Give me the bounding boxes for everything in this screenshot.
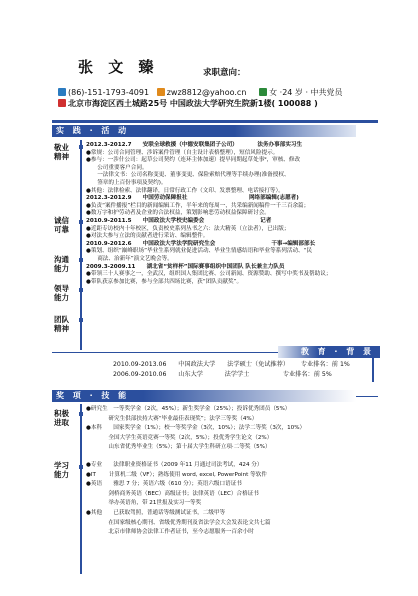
home-icon — [58, 99, 66, 107]
tag-communication: 沟通 能力 — [54, 255, 69, 273]
practice-line: ●对法大参与立法的贡献者进行采访、编辑整件。 — [86, 233, 209, 240]
awards-details — [86, 405, 305, 538]
awards-line: 北京市律师协会法律工作者证书，至今志愿服务一百余小时 — [86, 529, 254, 536]
awards-line: ●其他 已获取驾照，普通话等级测试证书，二级甲等 — [86, 509, 226, 516]
awards-line: 研究生供部扶持大赛“毕业最佳表现奖”；法学三等奖（4%） — [86, 415, 258, 422]
section-education-title: 教 育 · 背 景 — [278, 346, 380, 358]
practice-line: 2010.9-2012.6 中国政法大学法学院研究生会 干事→编辑部部长 — [86, 240, 316, 247]
timeline-marker — [79, 412, 83, 416]
address-text: 北京市海淀区西土城路25号 中国政法大学研究生院新1楼( 100088 ) — [68, 99, 318, 108]
practice-line: 公司重要客户合同。 — [86, 164, 148, 171]
section-awards-title: 奖 项 · 技 能 — [52, 390, 356, 402]
practice-line: 2012.3-2012.9 中国劳动保障报社 网络部编辑(志愿者) — [86, 195, 299, 202]
practice-line: ●数万字和护劳动者及企业的合法权益，策划影响恶劳动权益保障研讨会。 — [86, 210, 270, 217]
tag-dedication: 敬业 精神 — [54, 143, 69, 161]
timeline-marker — [79, 288, 83, 292]
practice-line: 签章的上百份事项及契约)。 — [86, 179, 167, 186]
timeline-marker — [79, 220, 83, 224]
phone-text: (86)-151-1793-4091 — [68, 88, 150, 97]
practice-line: 2009.3-2009.11 湖北省“贫样杯”国际赛事组织中国团队 队长兼主力队员 — [86, 263, 285, 270]
practice-line: 2012.3-2012.7 安联全球救援（中德安联集团子公司） 法务办事部实习生 — [86, 142, 303, 148]
practice-line: ●近距专访校内十年校区，负责校史系列丛书之六：法大精英（立法者），已出版； — [86, 225, 290, 232]
tag-leadership: 领导 能力 — [54, 284, 69, 302]
contact-line-1 — [58, 87, 343, 98]
awards-line: ●本科 国家奖学金（1%）；校一等奖学金（3次，10%）；法学二等奖（3次，10%） — [86, 425, 306, 432]
awards-line: 在国家级核心期刊、省级优秀期刊及省法学会大会发表论文共七篇 — [86, 519, 271, 526]
timeline-marker — [79, 258, 83, 262]
personal-text: 女 ·24 岁 · 中共党员 — [269, 88, 343, 97]
awards-line: ●研究生 一等奖学金（2次，45%）；新生奖学金（25%）；投诉优秀团员（5%） — [86, 406, 291, 412]
practice-line: 2010.9-2011.5 中国政法大学校史编委会 记者 — [86, 217, 272, 224]
practice-line: ●带领三十人赛事之一，全武汉，组织国人集团比赛、公司新闻、资源赞助、撰写中奖书及帮助议； — [86, 271, 332, 278]
email-icon — [157, 88, 165, 96]
awards-line: ●英语 雅思 7 分；英语六级（610 分）；英语六级口语证书 — [86, 481, 242, 488]
candidate-name: 张 文 臻 — [78, 58, 159, 76]
awards-line: ●专业 法律职业资格证书（2009 年11 月通过司法考试，424 分） — [86, 461, 263, 468]
education-row: 2006.09-2010.06 山东大学 法学学士 专业排名：前 5% — [113, 371, 332, 378]
practice-line: ●带队获京参加比赛，参与全部共四场比赛，获“团队贡献奖”。 — [86, 278, 243, 285]
tag-enterprising: 积极 进取 — [54, 409, 69, 427]
timeline-marker — [79, 318, 83, 322]
practice-line: ●常规：公司合同管理、涉诉案件管理（自主设计表格整理），短信风险提示。 — [86, 149, 279, 156]
awards-line: 山东省优秀毕业生（5%）；第十届大学生科研立项·二等奖（5%） — [86, 444, 271, 451]
contact-line-2 — [58, 98, 343, 109]
person-icon — [259, 88, 267, 96]
objective-label: 求职意向： — [203, 68, 246, 78]
contact-info — [58, 87, 343, 109]
practice-line: 一法律文书：公司名称变更、董事变更、保险索赔代理等手续办理(准备授权、 — [86, 172, 290, 179]
education-timeline — [372, 358, 374, 382]
awards-line: ●IT 计算机二级（VF）；熟练使用 word, excel, PowerPoint 等软件 — [86, 471, 267, 478]
awards-line: 剑桥商务英语（BEC）高级证书；法律英语（LEC）合格证书 — [86, 490, 259, 497]
section-practice-title: 实 践 · 活 动 — [52, 125, 356, 137]
tag-integrity: 诚信 可靠 — [54, 216, 69, 234]
education-row: 2010.09-2013.06 中国政法大学 法学硕士（免试推荐） 专业排名：前 1% — [113, 361, 350, 368]
education-table — [113, 360, 350, 380]
practice-line: ●策划、组织“巅峰职场”毕业生系列就业促进活动、毕业生情感结语和毕业等系列活动、“民 — [86, 248, 313, 255]
awards-line: 全国大学生英语竞赛一等奖（2次，5%）；投优秀学生论文（2%） — [86, 434, 273, 441]
awards-line: 举办英语角，带 21世报及实习一等奖 — [86, 500, 202, 507]
practice-line: 商法、治新年”演文艺晚会等。 — [86, 255, 173, 262]
practice-line: ●负责“案件播报”栏目的新闻编辑工作，半年来的每周一，共采编新闻稿件一千三百余篇； — [86, 202, 310, 209]
practice-line: ●其他：法律检索、法律翻译，日常行政工作（文印、发票整理、电话接打等）。 — [86, 187, 284, 194]
email-text: zwz8812@yahoo.cn — [166, 88, 247, 97]
header-divider — [52, 120, 378, 123]
tag-learning: 学习 能力 — [54, 461, 69, 479]
tag-teamwork: 团队 精神 — [54, 315, 69, 333]
awards-timeline — [80, 404, 82, 574]
practice-line: ●参与：一涉什公司：起草公司契约（连环主体加速）提早同期起草处事⁹，审核、修改 — [86, 157, 301, 164]
timeline-marker — [79, 145, 83, 149]
timeline-marker — [79, 465, 83, 469]
practice-details — [86, 142, 331, 286]
phone-icon — [58, 88, 66, 96]
